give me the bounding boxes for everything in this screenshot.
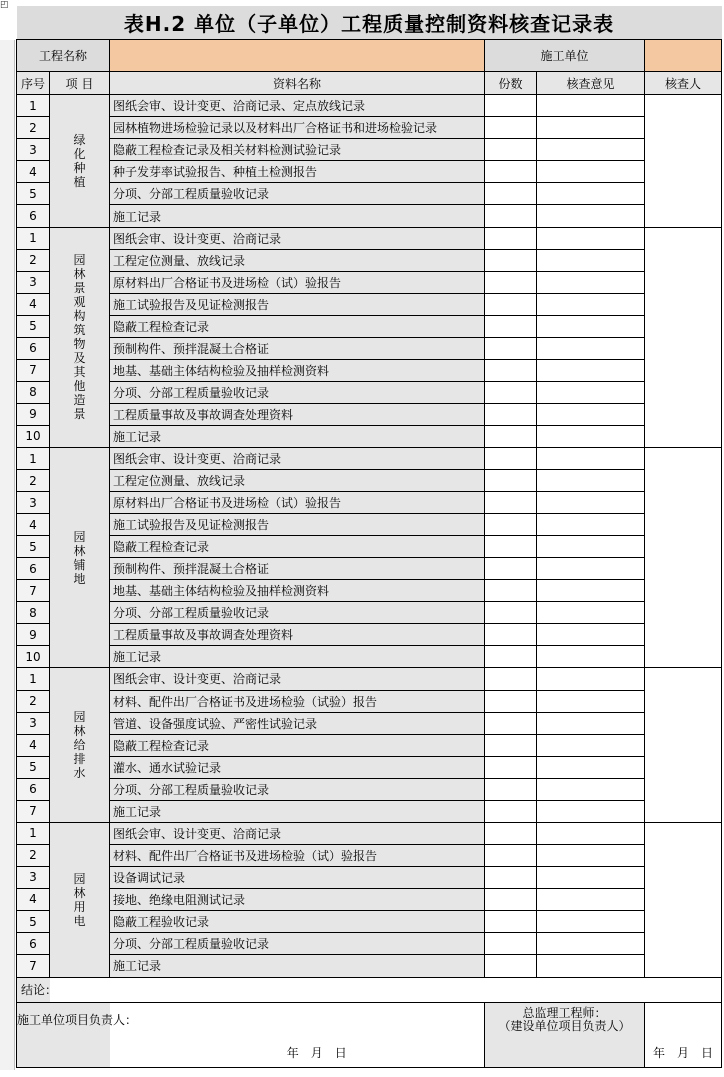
row-seq-number: 5: [17, 315, 50, 337]
group-item-text: 绿化种植: [73, 132, 86, 189]
document-name: 施工记录: [110, 646, 485, 668]
opinion-cell[interactable]: [537, 602, 645, 624]
row-seq-number: 3: [17, 139, 50, 161]
table-row: [17, 822, 722, 844]
contractor-manager-label-text: 施工单位项目负责人：: [17, 1012, 138, 1027]
document-name: 图纸会审、设计变更、洽商记录: [110, 822, 485, 844]
opinion-cell[interactable]: [537, 315, 645, 337]
opinion-cell[interactable]: [537, 558, 645, 580]
copies-cell[interactable]: [485, 888, 537, 910]
table-row: [17, 205, 722, 227]
opinion-cell[interactable]: [537, 514, 645, 536]
row-seq-number: 7: [17, 800, 50, 822]
document-name: 图纸会审、设计变更、洽商记录: [110, 227, 485, 249]
table-row: [17, 425, 722, 447]
copies-cell[interactable]: [485, 580, 537, 602]
col-header-item: 项 目: [50, 72, 110, 95]
opinion-cell[interactable]: [537, 888, 645, 910]
row-seq-number: 2: [17, 249, 50, 271]
opinion-cell[interactable]: [537, 161, 645, 183]
row-seq-number: 4: [17, 514, 50, 536]
copies-cell[interactable]: [485, 778, 537, 800]
checker-cell[interactable]: [645, 95, 722, 227]
contractor-manager-label: [17, 1002, 138, 1067]
col-header-seq: 序号: [17, 72, 50, 95]
table-row: [17, 800, 722, 822]
table-row: [17, 778, 722, 800]
row-seq-number: 1: [17, 95, 50, 117]
copies-cell[interactable]: [485, 425, 537, 447]
row-seq-number: 3: [17, 866, 50, 888]
table-row: [17, 183, 722, 205]
opinion-cell[interactable]: [537, 756, 645, 778]
quality-control-record-table: [16, 6, 722, 1068]
copies-cell[interactable]: [485, 293, 537, 315]
table-row: [17, 448, 722, 470]
opinion-cell[interactable]: [537, 955, 645, 978]
copies-cell[interactable]: [485, 139, 537, 161]
table-row: [17, 315, 722, 337]
copies-cell[interactable]: [485, 271, 537, 293]
document-name: 分项、分部工程质量验收记录: [110, 381, 485, 403]
opinion-cell[interactable]: [537, 117, 645, 139]
document-name: 施工记录: [110, 955, 485, 978]
copies-cell[interactable]: [485, 403, 537, 425]
row-seq-number: 5: [17, 910, 50, 932]
document-name: 材料、配件出厂合格证书及进场检验（试验）报告: [110, 690, 485, 712]
table-row: [17, 624, 722, 646]
copies-cell[interactable]: [485, 470, 537, 492]
table-row: [17, 161, 722, 183]
table-row: [17, 734, 722, 756]
group-item-label: [50, 822, 110, 977]
document-name: 分项、分部工程质量验收记录: [110, 183, 485, 205]
chief-supervisor-label: [485, 1002, 645, 1067]
copies-cell[interactable]: [485, 646, 537, 668]
chief-supervisor-label-line1: 总监理工程师：: [522, 1005, 607, 1020]
row-seq-number: 2: [17, 690, 50, 712]
table-row: [17, 359, 722, 381]
copies-cell[interactable]: [485, 910, 537, 932]
group-item-label: [50, 227, 110, 447]
document-name: 工程定位测量、放线记录: [110, 470, 485, 492]
copies-cell[interactable]: [485, 536, 537, 558]
document-name: 工程质量事故及事故调查处理资料: [110, 403, 485, 425]
table-row: [17, 756, 722, 778]
table-row: [17, 293, 722, 315]
table-row: [17, 536, 722, 558]
document-name: 工程质量事故及事故调查处理资料: [110, 624, 485, 646]
row-number-gutter: [0, 40, 15, 1070]
contractor-field[interactable]: [645, 40, 722, 72]
document-name: 接地、绝缘电阻测试记录: [110, 888, 485, 910]
copies-cell[interactable]: [485, 933, 537, 955]
row-seq-number: 3: [17, 712, 50, 734]
copies-cell[interactable]: [485, 756, 537, 778]
opinion-cell[interactable]: [537, 712, 645, 734]
opinion-cell[interactable]: [537, 844, 645, 866]
table-row: [17, 668, 722, 690]
copies-cell[interactable]: [485, 227, 537, 249]
opinion-cell[interactable]: [537, 580, 645, 602]
group-item-text: 园林铺地: [73, 529, 86, 586]
opinion-cell[interactable]: [537, 205, 645, 227]
document-name: 工程定位测量、放线记录: [110, 249, 485, 271]
copies-cell[interactable]: [485, 558, 537, 580]
row-seq-number: 4: [17, 293, 50, 315]
copies-cell[interactable]: [485, 117, 537, 139]
opinion-cell[interactable]: [537, 359, 645, 381]
opinion-cell[interactable]: [537, 933, 645, 955]
copies-cell[interactable]: [485, 712, 537, 734]
group-item-text: 园林给排水: [73, 710, 86, 781]
opinion-cell[interactable]: [537, 227, 645, 249]
row-seq-number: 2: [17, 844, 50, 866]
row-seq-number: 6: [17, 778, 50, 800]
opinion-cell[interactable]: [537, 470, 645, 492]
table-row: [17, 558, 722, 580]
copies-cell[interactable]: [485, 602, 537, 624]
group-item-text: 园林景观构筑物及其他造景: [73, 253, 86, 422]
row-seq-number: 7: [17, 580, 50, 602]
row-seq-number: 8: [17, 381, 50, 403]
row-seq-number: 4: [17, 161, 50, 183]
row-seq-number: 6: [17, 558, 50, 580]
opinion-cell[interactable]: [537, 381, 645, 403]
row-seq-number: 5: [17, 756, 50, 778]
document-name: 图纸会审、设计变更、洽商记录、定点放线记录: [110, 95, 485, 117]
contractor-manager-signature[interactable]: [110, 1002, 485, 1067]
copies-cell[interactable]: [485, 822, 537, 844]
opinion-cell[interactable]: [537, 183, 645, 205]
table-row: [17, 492, 722, 514]
row-seq-number: 1: [17, 822, 50, 844]
document-name: 种子发芽率试验报告、种植土检测报告: [110, 161, 485, 183]
checker-cell[interactable]: [645, 448, 722, 668]
table-row: [17, 933, 722, 955]
copies-cell[interactable]: [485, 866, 537, 888]
document-name: 图纸会审、设计变更、洽商记录: [110, 448, 485, 470]
group-item-text: 园林用电: [73, 871, 86, 928]
copies-cell[interactable]: [485, 668, 537, 690]
table-row: [17, 271, 722, 293]
document-name: 原材料出厂合格证书及进场检（试）验报告: [110, 492, 485, 514]
row-seq-number: 6: [17, 933, 50, 955]
contractor-label: 施工单位: [485, 40, 645, 72]
opinion-cell[interactable]: [537, 337, 645, 359]
document-name: 地基、基础主体结构检验及抽样检测资料: [110, 580, 485, 602]
document-name: 预制构件、预拌混凝土合格证: [110, 337, 485, 359]
row-seq-number: 1: [17, 668, 50, 690]
col-header-opinion: 核查意见: [537, 72, 645, 95]
document-name: 隐蔽工程检查记录: [110, 315, 485, 337]
sheet-corner-marker: ◰: [0, 0, 9, 10]
table-row: [17, 712, 722, 734]
document-name: 分项、分部工程质量验收记录: [110, 602, 485, 624]
document-name: 地基、基础主体结构检验及抽样检测资料: [110, 359, 485, 381]
document-name: 图纸会审、设计变更、洽商记录: [110, 668, 485, 690]
opinion-cell[interactable]: [537, 403, 645, 425]
opinion-cell[interactable]: [537, 910, 645, 932]
copies-cell[interactable]: [485, 359, 537, 381]
copies-cell[interactable]: [485, 315, 537, 337]
table-row: [17, 95, 722, 117]
opinion-cell[interactable]: [537, 425, 645, 447]
copies-cell[interactable]: [485, 205, 537, 227]
table-row: [17, 910, 722, 932]
table-row: [17, 866, 722, 888]
copies-cell[interactable]: [485, 249, 537, 271]
document-name: 施工试验报告及见证检测报告: [110, 514, 485, 536]
table-row: [17, 227, 722, 249]
row-seq-number: 3: [17, 271, 50, 293]
document-name: 管道、设备强度试验、严密性试验记录: [110, 712, 485, 734]
document-name: 分项、分部工程质量验收记录: [110, 778, 485, 800]
document-name: 隐蔽工程检查记录及相关材料检测试验记录: [110, 139, 485, 161]
document-name: 施工记录: [110, 205, 485, 227]
row-seq-number: 4: [17, 734, 50, 756]
document-name: 施工记录: [110, 800, 485, 822]
checker-cell[interactable]: [645, 822, 722, 977]
group-item-label: [50, 448, 110, 668]
group-item-label: [50, 668, 110, 822]
row-seq-number: 1: [17, 227, 50, 249]
document-name: 隐蔽工程验收记录: [110, 910, 485, 932]
checker-cell[interactable]: [645, 668, 722, 822]
row-seq-number: 10: [17, 425, 50, 447]
project-name-label: 工程名称: [17, 40, 110, 72]
document-name: 原材料出厂合格证书及进场检（试）验报告: [110, 271, 485, 293]
row-seq-number: 2: [17, 117, 50, 139]
opinion-cell[interactable]: [537, 668, 645, 690]
row-seq-number: 5: [17, 183, 50, 205]
table-row: [17, 139, 722, 161]
row-seq-number: 6: [17, 205, 50, 227]
document-name: 材料、配件出厂合格证书及进场检验（试）验报告: [110, 844, 485, 866]
copies-cell[interactable]: [485, 448, 537, 470]
copies-cell[interactable]: [485, 690, 537, 712]
table-row: [17, 646, 722, 668]
group-item-label: [50, 95, 110, 227]
opinion-cell[interactable]: [537, 536, 645, 558]
copies-cell[interactable]: [485, 95, 537, 117]
document-name: 灌水、通水试验记录: [110, 756, 485, 778]
copies-cell[interactable]: [485, 161, 537, 183]
table-row: [17, 337, 722, 359]
copies-cell[interactable]: [485, 955, 537, 978]
opinion-cell[interactable]: [537, 293, 645, 315]
col-header-checker: 核查人: [645, 72, 722, 95]
row-seq-number: 9: [17, 403, 50, 425]
copies-cell[interactable]: [485, 381, 537, 403]
table-row: [17, 381, 722, 403]
copies-cell[interactable]: [485, 514, 537, 536]
chief-supervisor-label-line2: （建设单位项目负责人）: [498, 1018, 631, 1033]
opinion-cell[interactable]: [537, 866, 645, 888]
row-seq-number: 3: [17, 492, 50, 514]
opinion-cell[interactable]: [537, 734, 645, 756]
page-title: 表H.2 单位（子单位）工程质量控制资料核查记录表: [17, 6, 722, 40]
row-seq-number: 9: [17, 624, 50, 646]
copies-cell[interactable]: [485, 337, 537, 359]
opinion-cell[interactable]: [537, 646, 645, 668]
row-seq-number: 5: [17, 536, 50, 558]
copies-cell[interactable]: [485, 734, 537, 756]
opinion-cell[interactable]: [537, 624, 645, 646]
document-name: 隐蔽工程检查记录: [110, 734, 485, 756]
opinion-cell[interactable]: [537, 492, 645, 514]
date-left: 年 月 日: [286, 1046, 347, 1060]
row-seq-number: 6: [17, 337, 50, 359]
row-seq-number: 2: [17, 470, 50, 492]
project-name-field[interactable]: [110, 40, 485, 72]
document-name: 预制构件、预拌混凝土合格证: [110, 558, 485, 580]
table-row: [17, 403, 722, 425]
document-name: 隐蔽工程检查记录: [110, 536, 485, 558]
copies-cell[interactable]: [485, 624, 537, 646]
col-header-copies: 份数: [485, 72, 537, 95]
document-name: 施工记录: [110, 425, 485, 447]
col-header-doc-name: 资料名称: [110, 72, 485, 95]
copies-cell[interactable]: [485, 800, 537, 822]
row-seq-number: 10: [17, 646, 50, 668]
conclusion-label: 结论：: [17, 977, 50, 1002]
opinion-cell[interactable]: [537, 800, 645, 822]
row-seq-number: 4: [17, 888, 50, 910]
opinion-cell[interactable]: [537, 778, 645, 800]
row-seq-number: 1: [17, 448, 50, 470]
row-seq-number: 8: [17, 602, 50, 624]
date-right: 年 月 日: [652, 1046, 713, 1060]
table-row: [17, 690, 722, 712]
copies-cell[interactable]: [485, 844, 537, 866]
table-row: [17, 580, 722, 602]
copies-cell[interactable]: [485, 183, 537, 205]
opinion-cell[interactable]: [537, 822, 645, 844]
checker-cell[interactable]: [645, 227, 722, 447]
table-row: [17, 470, 722, 492]
table-row: [17, 844, 722, 866]
copies-cell[interactable]: [485, 492, 537, 514]
conclusion-field[interactable]: [50, 977, 722, 1002]
opinion-cell[interactable]: [537, 448, 645, 470]
row-seq-number: 7: [17, 359, 50, 381]
table-row: [17, 514, 722, 536]
document-name: 设备调试记录: [110, 866, 485, 888]
table-row: [17, 888, 722, 910]
document-name: 园林植物进场检验记录以及材料出厂合格证书和进场检验记录: [110, 117, 485, 139]
opinion-cell[interactable]: [537, 139, 645, 161]
table-row: [17, 117, 722, 139]
document-name: 分项、分部工程质量验收记录: [110, 933, 485, 955]
table-row: [17, 249, 722, 271]
document-name: 施工试验报告及见证检测报告: [110, 293, 485, 315]
row-seq-number: 7: [17, 955, 50, 978]
opinion-cell[interactable]: [537, 95, 645, 117]
chief-supervisor-signature[interactable]: [645, 1002, 722, 1067]
opinion-cell[interactable]: [537, 690, 645, 712]
opinion-cell[interactable]: [537, 271, 645, 293]
table-row: [17, 955, 722, 978]
table-row: [17, 602, 722, 624]
opinion-cell[interactable]: [537, 249, 645, 271]
